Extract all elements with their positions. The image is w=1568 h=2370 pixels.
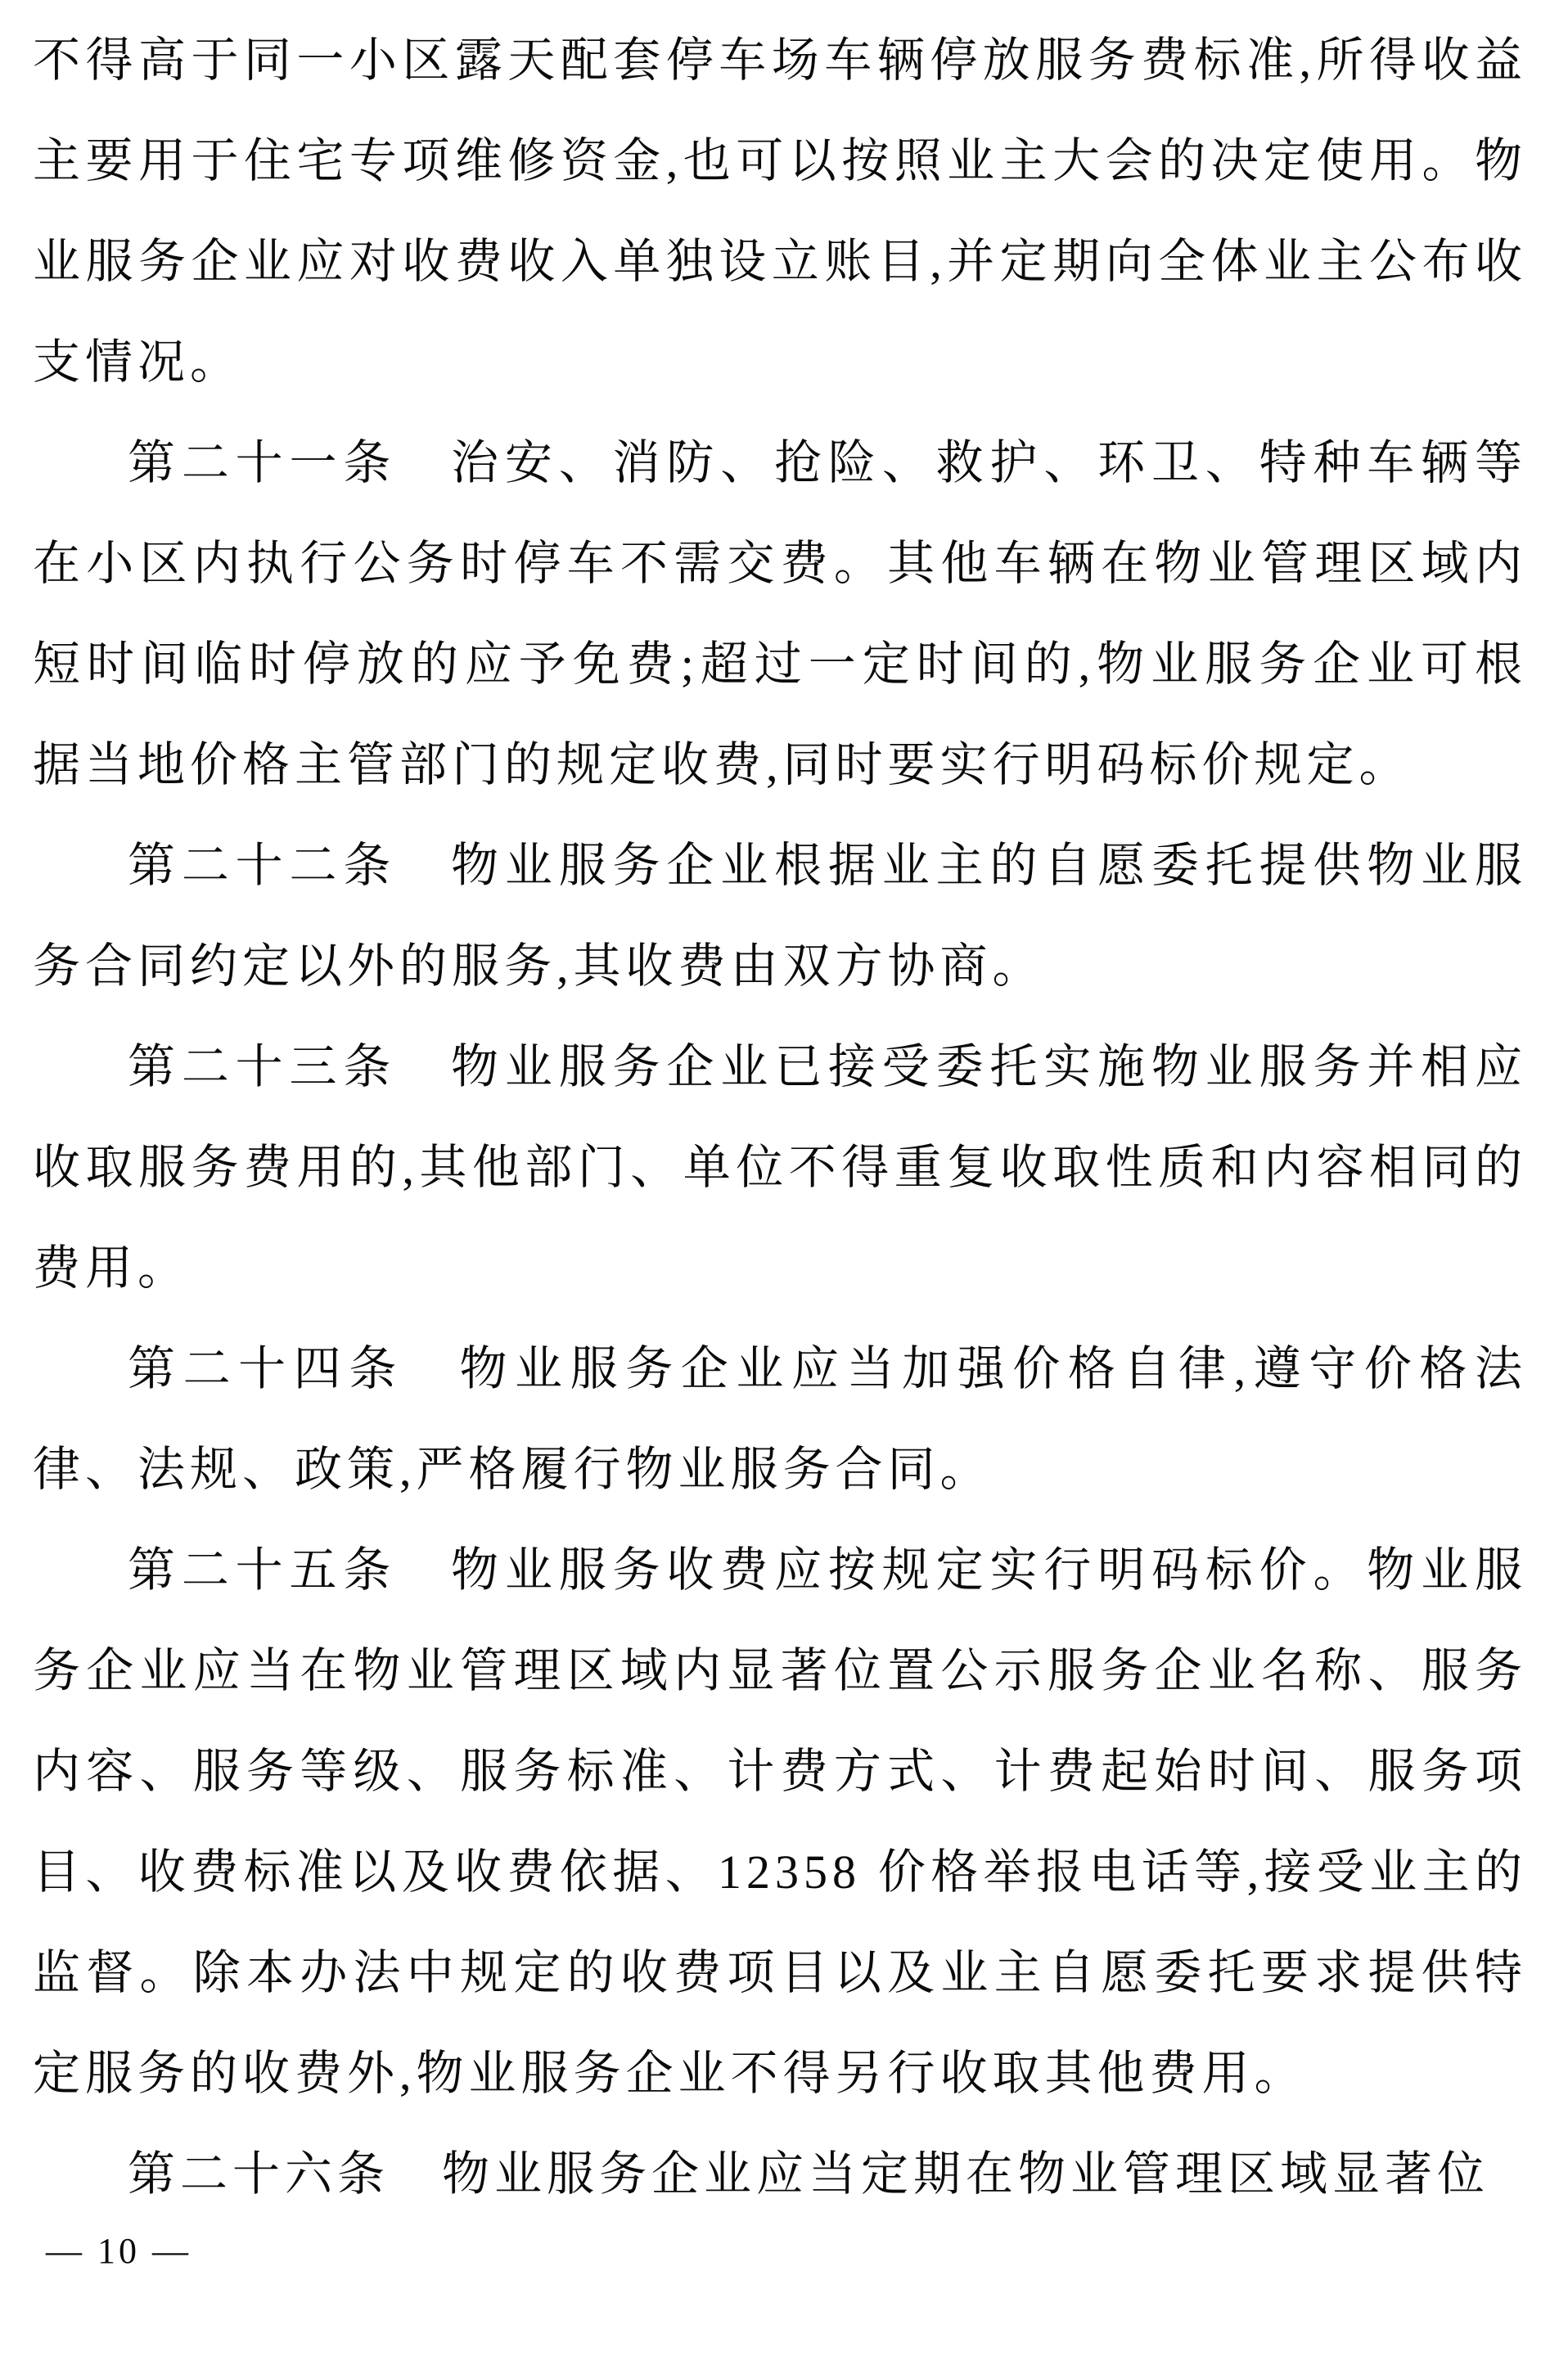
paragraph-article-21: 第二十一条 治安、消防、抢险、救护、环卫、特种车辆等在小区内执行公务时停车不需交费。其他车辆在物业管理区域内短时间临时停放的应予免费;超过一定时间的,物业服务企业可根据当地价格主管部门的规定收费,同时要实行明码标价规定。 bbox=[33, 436, 1527, 791]
paragraph-article-24: 第二十四条 物业服务企业应当加强价格自律,遵守价格法律、法规、政策,严格履行物业服务合同。 bbox=[33, 1342, 1527, 1496]
paragraph-article-26: 第二十六条 物业服务企业应当定期在物业管理区域显著位 bbox=[128, 2147, 1490, 2201]
text-block bbox=[33, 10, 1527, 2224]
paragraph-article-22: 第二十二条 物业服务企业根据业主的自愿委托提供物业服务合同约定以外的服务,其收费由双方协商。 bbox=[33, 839, 1527, 993]
paragraph-article-25: 第二十五条 物业服务收费应按规定实行明码标价。物业服务企业应当在物业管理区域内显著位置公示服务企业名称、服务内容、服务等级、服务标准、计费方式、计费起始时间、服务项目、收费标准以及收费依据、12358 价格举报电话等,接受业主的监督。除本办法中规定的收费项目以及业主自愿委托要求提供特定服务的收费外,物业服务企业不得另行收取其他费用。 bbox=[33, 1543, 1527, 2100]
paragraph-continuation: 不得高于同一小区露天配套停车场车辆停放服务费标准,所得收益主要用于住宅专项维修资金,也可以按照业主大会的决定使用。物业服务企业应对收费收入单独设立账目,并定期向全体业主公布收支情况。 bbox=[33, 34, 1527, 389]
page-number: — 10 — bbox=[46, 2231, 191, 2271]
paragraph-article-23: 第二十三条 物业服务企业已接受委托实施物业服务并相应收取服务费用的,其他部门、单位不得重复收取性质和内容相同的费用。 bbox=[33, 1040, 1527, 1295]
